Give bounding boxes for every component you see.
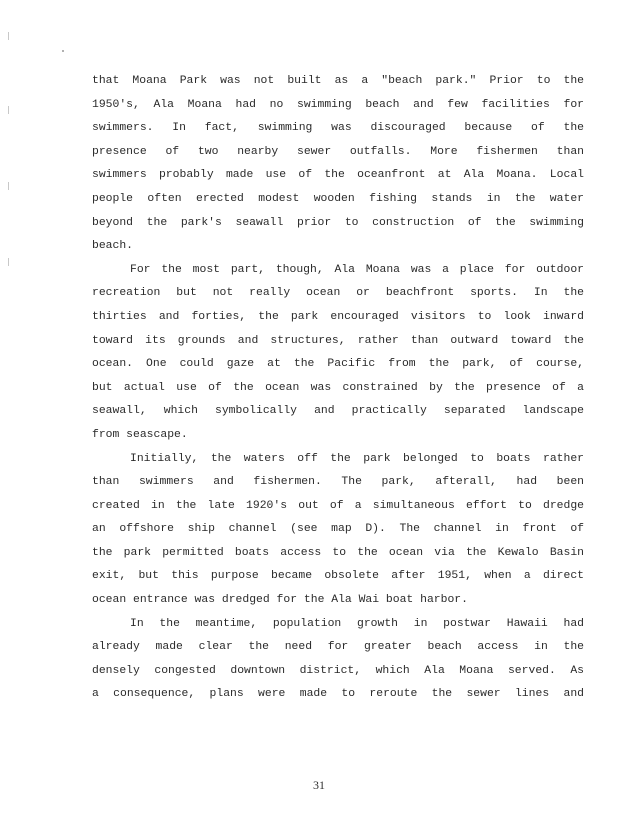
text-line: recreation but not really ocean or beachfront sports. In the bbox=[92, 287, 584, 300]
text-line: ocean entrance was dredged for the Ala Wai boat harbor. bbox=[92, 594, 468, 607]
text-line: beyond the park's seawall prior to construction of the swimming bbox=[92, 216, 584, 229]
text-line: already made clear the need for greater beach access in the bbox=[92, 641, 584, 654]
scan-speck bbox=[62, 50, 64, 52]
text-line: but actual use of the ocean was constrained by the presence of a bbox=[92, 381, 584, 394]
body-text bbox=[92, 70, 584, 707]
text-line: a consequence, plans were made to reroute the sewer lines and bbox=[92, 688, 584, 701]
text-line: that Moana Park was not built as a "beach park." Prior to the bbox=[92, 75, 584, 87]
scan-margin-mark bbox=[8, 258, 9, 266]
scan-margin-mark bbox=[8, 182, 9, 190]
scan-margin-mark bbox=[8, 106, 9, 114]
text-line: swimmers. In fact, swimming was discouraged because of the bbox=[92, 122, 584, 135]
text-line: Initially, the waters off the park belonged to boats rather bbox=[130, 452, 584, 465]
text-line: beach. bbox=[92, 240, 134, 253]
page-number: 31 bbox=[313, 778, 325, 792]
text-line: seawall, which symbolically and practically separated landscape bbox=[92, 405, 584, 418]
text-line: than swimmers and fishermen. The park, afterall, had been bbox=[92, 476, 584, 489]
text-line: the park permitted boats access to the ocean via the Kewalo Basin bbox=[92, 546, 584, 559]
text-line: 1950's, Ala Moana had no swimming beach and few facilities for bbox=[92, 98, 584, 111]
text-line: presence of two nearby sewer outfalls. More fishermen than bbox=[92, 145, 584, 158]
text-line: from seascape. bbox=[92, 428, 188, 441]
text-line: an offshore ship channel (see map D). The channel in front of bbox=[92, 523, 584, 536]
text-line: created in the late 1920's out of a simultaneous effort to dredge bbox=[92, 499, 584, 512]
text-line: densely congested downtown district, which Ala Moana served. As bbox=[92, 664, 584, 677]
text-line: swimmers probably made use of the oceanfront at Ala Moana. Local bbox=[92, 169, 584, 182]
text-line: toward its grounds and structures, rather than outward toward the bbox=[92, 334, 584, 347]
text-line: ocean. One could gaze at the Pacific from the park, of course, bbox=[92, 358, 584, 371]
text-line: thirties and forties, the park encouraged visitors to look inward bbox=[92, 310, 584, 323]
text-line: In the meantime, population growth in postwar Hawaii had bbox=[130, 617, 584, 630]
text-line: exit, but this purpose became obsolete after 1951, when a direct bbox=[92, 570, 584, 583]
text-line: For the most part, though, Ala Moana was a place for outdoor bbox=[130, 263, 584, 276]
scan-margin-mark bbox=[8, 32, 9, 40]
text-line: people often erected modest wooden fishing stands in the water bbox=[92, 192, 584, 205]
